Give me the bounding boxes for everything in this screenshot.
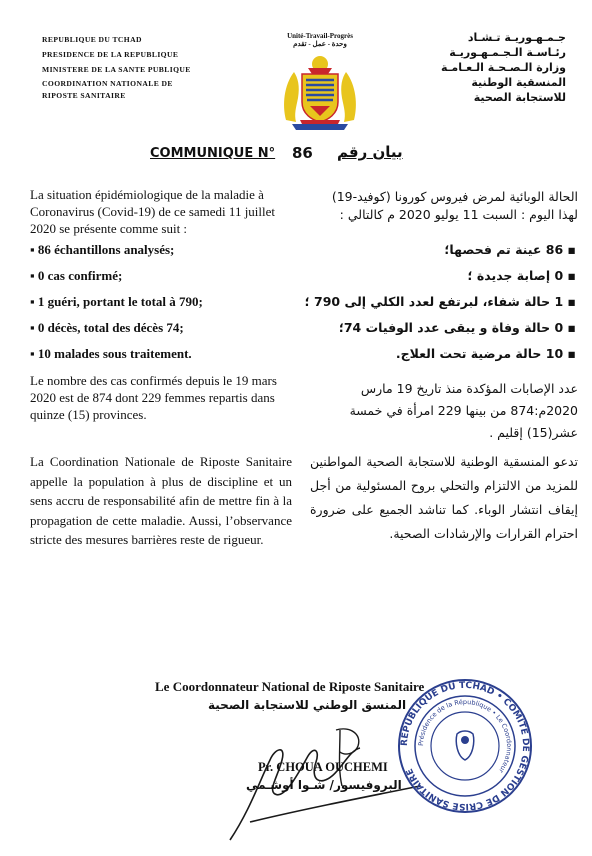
arabic-bullet-text: 10 حالة مرضية تحت العلاج. [395,346,564,361]
header-left-line: COORDINATION NATIONALE DE [42,79,173,88]
french-intro: La situation épidémiologique de la maladie à Coronavirus (Covid-19) de ce samedi 11 juillet 2020 se présente comme suit : [30,187,276,236]
coat-of-arms-emblem [280,50,360,134]
header-left-line: REPUBLIQUE DU TCHAD [42,35,142,44]
french-paragraph-cases: Le nombre des cas confirmés depuis le 19 mars 2020 est de 874 dont 229 femmes repartis dans quinze (15) provinces. [30,373,277,422]
arabic-paragraph-cases: عدد الإصابات المؤكدة منذ تاريخ 19 مارس 2020م:874 من بينها 229 امرأة في خمسة عشر(15) إقليم . [349,381,578,440]
header-left-line: PRESIDENCE DE LA REPUBLIQUE [42,50,179,59]
signatory-name-french: Pr. CHOUA OUCHEMI [258,760,388,774]
arabic-bullet-text: 0 إصابة جديدة ؛ [467,268,564,283]
header-right-line: رئـاسـة الـجـمـهـوريـة [449,46,566,59]
french-bullet-item: ▪ 86 échantillons analysés; [30,242,175,257]
stamp-inner-text: Présidence de la République • Le Coordonnateur [416,698,514,775]
communique-label-arabic: بيان رقم [337,143,403,161]
header-left-line: RIPOSTE SANITAIRE [42,91,126,100]
arabic-bullet-text: 1 حالة شفاء، لبرتفع لعدد الكلي إلى 790 ؛ [304,294,564,309]
motto-arabic: وحدة - عمل - تقدم [293,40,347,48]
official-stamp [395,676,535,816]
arabic-bullet-item: ▪ 0 إصابة جديدة ؛ [467,268,576,283]
signatory-title-arabic: المنسق الوطني للاستجابة الصحية [208,698,407,712]
french-bullet-text: 0 cas confirmé; [37,268,123,283]
header-right-line: للاستجابة الصحية [473,91,566,104]
stamp-outer-text: REPUBLIQUE DU TCHAD • COMITE DE GESTION DE CRISE SANITAIRE [399,680,531,812]
arabic-bullet-item: ▪ 10 حالة مرضية تحت العلاج. [395,346,576,361]
header-left-block [42,32,242,101]
arabic-bullet-text: 0 حالة وفاة و يبقى عدد الوفيات 74؛ [338,320,564,335]
header-left-line: MINISTERE DE LA SANTE PUBLIQUE [42,65,191,74]
french-bullet-item: ▪ 1 guéri, portant le total à 790; [30,294,203,309]
signatory-name-arabic: البروفيسور/ شـوا أوشـمي [246,778,402,792]
french-bullet-text: 86 échantillons analysés; [37,242,175,257]
header-right-line: المنسقية الوطنية [471,76,566,89]
french-bullet-item: ▪ 10 malades sous traitement. [30,346,192,361]
arabic-paragraph-appeal: تدعو المنسقية الوطنية للاستجابة الصحية المواطنين للمزيد من الالتزام والتحلي بروح المسئولية من أجل إيقاف انتشار الوباء. كما تناشد الجميع على ضرورة احترام القرارات والإرشادات الصحية. [310,454,578,541]
arabic-bullet-item: ▪ 0 حالة وفاة و يبقى عدد الوفيات 74؛ [338,320,576,335]
arabic-bullet-item: ▪ 1 حالة شفاء، لبرتفع لعدد الكلي إلى 790 ؛ [304,294,576,309]
communique-label-french: COMMUNIQUE N° [150,146,276,161]
french-bullet-text: 10 malades sous traitement. [37,346,192,361]
header-right-block [396,30,566,105]
signatory-title-french: Le Coordonnateur National de Riposte Sanitaire [155,679,425,694]
french-bullet-text: 0 décès, total des décès 74; [37,320,184,335]
french-bullet-item: ▪ 0 cas confirmé; [30,268,123,283]
french-bullet-item: ▪ 0 décès, total des décès 74; [30,320,184,335]
arabic-intro: الحالة الوبائية لمرض فيروس كورونا (كوفيد-19) لهذا اليوم : السبت 11 يوليو 2020 م كالتالي : [331,189,578,222]
arabic-bullet-item: ▪ 86 عينة تم فحصها؛ [444,242,576,257]
header-right-line: وزارة الـصـحـة الـعـامـة [440,61,566,74]
motto-french: Unité-Travail-Progrès [287,32,353,40]
header-right-line: جـمـهـوريـة تـشـاد [467,31,566,44]
arabic-bullet-text: 86 عينة تم فحصها؛ [444,242,564,257]
header-center-block [265,32,375,139]
french-bullet-text: 1 guéri, portant le total à 790; [37,294,203,309]
communique-number: 86 [292,144,313,162]
french-paragraph-appeal: La Coordination Nationale de Riposte Sanitaire appelle la population à plus de discipline et un sens accru de responsabilité afin de mettre fin à la propagation de cette maladie. Aussi, l’observance stricte des mesures barrières reste de rigueur. [30,454,292,547]
